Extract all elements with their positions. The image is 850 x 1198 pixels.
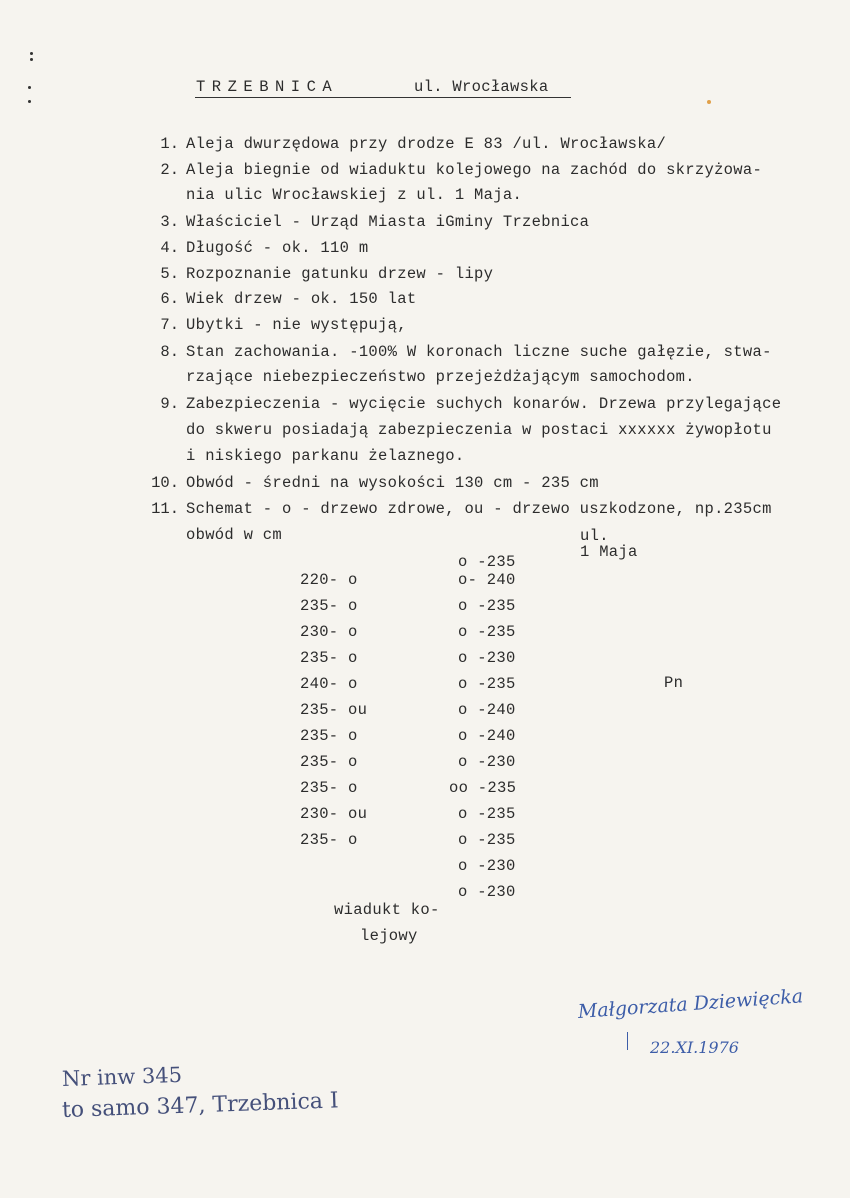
tree-right: o -235 <box>458 805 516 823</box>
signature-name: Małgorzata Dziewięcka <box>577 985 804 1023</box>
item-line: Wiek drzew - ok. 150 lat <box>186 290 417 308</box>
margin-mark <box>28 100 31 103</box>
item-line: Obwód - średni na wysokości 130 cm - 235 cm <box>186 474 599 492</box>
item-number: 6. <box>160 290 179 308</box>
item-line: Rozpoznanie gatunku drzew - lipy <box>186 265 494 283</box>
item-number: 10. <box>151 474 179 492</box>
tree-right: o -235 <box>458 831 516 849</box>
item-number: 7. <box>160 316 179 334</box>
header-location: TRZEBNICA <box>196 78 339 96</box>
stain-speck <box>707 100 711 104</box>
tree-left: 240- o <box>300 675 358 693</box>
street-label: 1 Maja <box>580 543 638 561</box>
tree-left: 230- o <box>300 623 358 641</box>
item-line: obwód w cm <box>186 526 283 544</box>
tree-right: oo -235 <box>449 779 517 797</box>
tree-right: o -235 <box>458 675 516 693</box>
direction-label: Pn <box>664 674 684 692</box>
item-number: 9. <box>160 395 179 413</box>
item-line: nia ulic Wrocławskiej z ul. 1 Maja. <box>186 186 523 204</box>
item-number: 8. <box>160 343 179 361</box>
item-number: 5. <box>160 265 179 283</box>
tree-right: o -240 <box>458 727 516 745</box>
tree-left: 220- o <box>300 571 358 589</box>
item-line: rzające niebezpieczeństwo przejeżdżającym samochodom. <box>186 368 695 386</box>
tree-left: 235- o <box>300 779 358 797</box>
item-line: do skweru posiadają zabezpieczenia w postaci xxxxxx żywopłotu <box>186 421 772 439</box>
item-number: 3. <box>160 213 179 231</box>
header-street: ul. Wrocławska <box>414 78 549 96</box>
tree-right: o -235 <box>458 597 516 615</box>
tree-right: o- 240 <box>458 571 516 589</box>
item-line: Stan zachowania. -100% W koronach liczne suche gałęzie, stwa- <box>186 343 772 361</box>
tree-right: o -230 <box>458 857 516 875</box>
viaduct-label: wiadukt ko- <box>334 901 440 919</box>
margin-mark <box>28 86 31 89</box>
viaduct-label: lejowy <box>360 927 418 945</box>
tree-right: o -235 <box>458 553 516 571</box>
tree-left: 235- o <box>300 649 358 667</box>
item-line: Zabezpieczenia - wycięcie suchych konarów. Drzewa przylegające <box>186 395 782 413</box>
tree-right: o -235 <box>458 623 516 641</box>
tree-left: 235- ou <box>300 701 368 719</box>
item-number: 1. <box>160 135 179 153</box>
tree-right: o -230 <box>458 649 516 667</box>
tree-left: 235- o <box>300 753 358 771</box>
tree-left: 235- o <box>300 597 358 615</box>
header-underline <box>195 97 571 98</box>
tree-right: o -240 <box>458 701 516 719</box>
signature-stroke <box>627 1032 628 1050</box>
tree-left: 230- ou <box>300 805 368 823</box>
item-line: Aleja biegnie od wiaduktu kolejowego na zachód do skrzyżowa- <box>186 161 763 179</box>
item-line: Aleja dwurzędowa przy drodze E 83 /ul. Wrocławska/ <box>186 135 667 153</box>
inventory-note: to samo 347, Trzebnica I <box>61 1088 340 1123</box>
tree-left: 235- o <box>300 727 358 745</box>
item-number: 11. <box>151 500 179 518</box>
margin-mark <box>30 52 33 55</box>
tree-right: o -230 <box>458 753 516 771</box>
inventory-number: Nr inw 345 <box>61 1062 183 1091</box>
tree-left: 235- o <box>300 831 358 849</box>
item-line: i niskiego parkanu żelaznego. <box>186 447 465 465</box>
margin-mark <box>30 58 33 61</box>
street-label: ul. <box>580 527 609 545</box>
signature-date: 22.XI.1976 <box>650 1038 739 1057</box>
item-line: Długość - ok. 110 m <box>186 239 369 257</box>
item-line: Właściciel - Urząd Miasta iGminy Trzebnica <box>186 213 590 231</box>
item-line: Schemat - o - drzewo zdrowe, ou - drzewo uszkodzone, np.235cm <box>186 500 772 518</box>
item-line: Ubytki - nie występują, <box>186 316 407 334</box>
tree-right: o -230 <box>458 883 516 901</box>
item-number: 4. <box>160 239 179 257</box>
item-number: 2. <box>160 161 179 179</box>
